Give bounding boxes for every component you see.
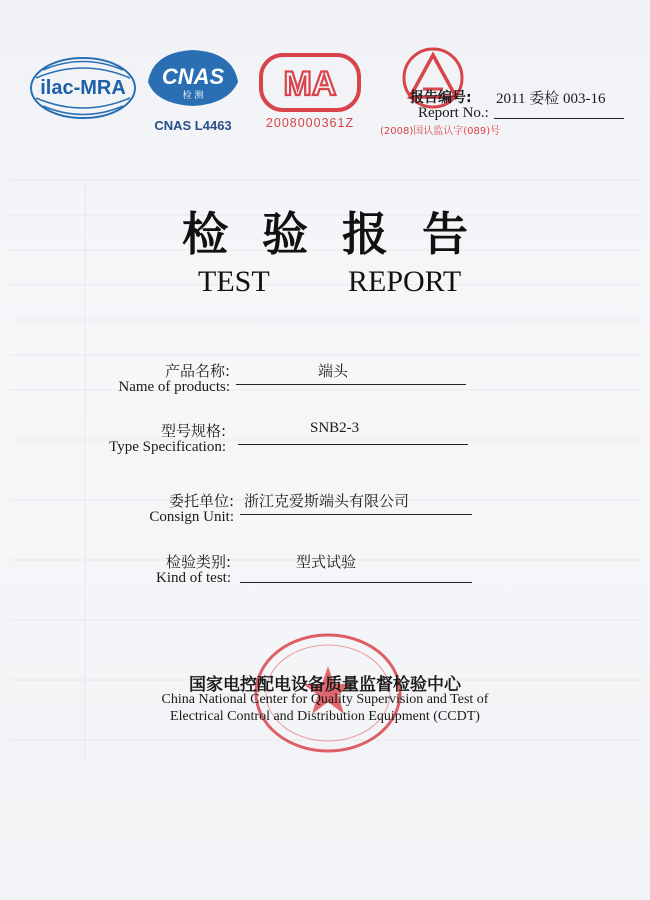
field-underline [238,444,468,445]
report-no-value: 2011 委检 003-16 [496,91,606,107]
cma-logo [255,45,365,135]
field-consign-unit [0,490,650,530]
field-label-en: Kind of test: [156,570,231,586]
page-title-en-test: TEST [198,265,270,298]
field-label-cn: 委托单位: [168,492,234,510]
field-underline [236,384,466,385]
field-label-cn: 检验类别: [165,553,231,571]
page-title-en-report: REPORT [348,265,462,298]
footer-org-cn: 国家电控配电设备质量监督检验中心 [189,675,461,695]
footer-org-en-line1: China National Center for Quality Supervision and Test of [161,692,489,707]
svg-text:CNAS: CNAS [161,64,225,89]
field-value: 端头 [318,362,349,380]
field-label-cn: 型号规格: [160,422,226,440]
field-value: 型式试验 [296,553,357,571]
report-no-label-en: Report No.: [418,105,489,121]
field-label-cn: 产品名称: [164,362,230,380]
svg-text:2008000361Z: 2008000361Z [265,116,355,130]
field-product-name [0,360,650,400]
field-label-en: Name of products: [118,379,230,395]
svg-text:MA: MA [283,65,337,103]
field-type-spec [0,420,650,460]
page-title-cn: 检验报告 [182,207,502,261]
svg-text:CNAS L4463: CNAS L4463 [154,118,232,133]
report-no-underline [494,118,624,119]
footer-org-en-line2: Electrical Control and Distribution Equipment (CCDT) [170,709,480,724]
ilac-text: ilac-MRA [40,77,126,99]
cal-license-text: (2008)国认监认字(089)号 [380,126,501,137]
cnas-logo [138,42,248,137]
field-underline [240,582,472,583]
field-label-en: Consign Unit: [149,509,234,525]
field-label-en: Type Specification: [109,439,226,455]
field-value: 浙江克爱斯端头有限公司 [244,492,410,510]
ilac-mra-logo [28,48,138,128]
field-value: SNB2-3 [310,420,360,436]
svg-text:检 测: 检 测 [182,91,204,101]
field-kind-of-test [0,551,650,591]
field-underline [240,514,472,515]
report-no-label-cn: 报告编号: [410,90,472,106]
